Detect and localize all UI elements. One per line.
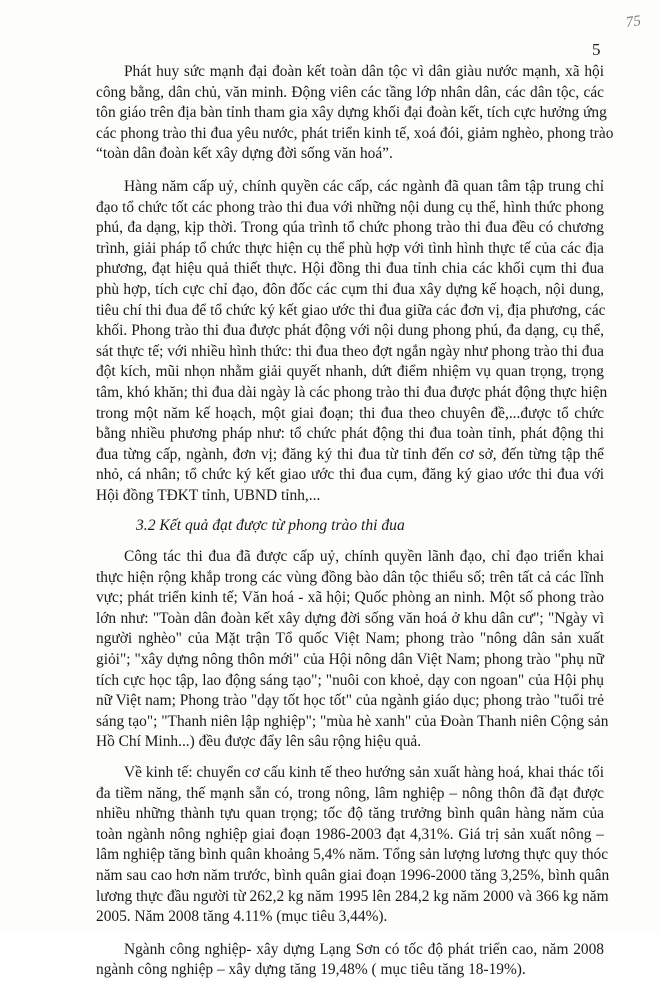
- text-line: nhiều những thành tựu quan trọng; tốc độ tăng trưởng bình quân hàng năm của: [96, 805, 604, 823]
- paragraph-industry: [96, 940, 604, 981]
- text-line: phù hợp, tích cực chỉ đạo, đôn đốc các cụm thi đua xây dựng kế hoạch, nội dung,: [96, 280, 604, 298]
- text-line: đột kích, mũi nhọn nhằm giải quyết nhanh, dứt điểm nhiệm vụ quan trọng, trọng: [96, 363, 604, 381]
- text-line: lương thực đầu người từ 262,2 kg năm 1995 lên 284,2 kg năm 2000 và 366 kg năm: [96, 887, 609, 905]
- text-line: tích cực học tập, lao động sáng tạo"; "nuôi con khoẻ, dạy con ngoan" của Hội phụ: [96, 671, 604, 689]
- text-line: bằng nhiều phương pháp như: tổ chức phát động thi đua toàn tỉnh, phát động thi: [96, 425, 604, 443]
- text-line: Công tác thi đua đã được cấp uỷ, chính quyền lãnh đạo, chỉ đạo triển khai: [124, 548, 604, 566]
- text-line: trong một năm kế hoạch, một giai đoạn; thi đua theo chuyên đề,...được tổ chức: [96, 404, 604, 422]
- text-line: công bằng, dân chủ, văn minh. Động viên các tầng lớp nhân dân, các dân tộc, các: [96, 83, 604, 101]
- paragraph-organization: [96, 177, 608, 507]
- text-line: Phát huy sức mạnh đại đoàn kết toàn dân tộc vì dân giàu nước mạnh, xã hội: [124, 63, 604, 80]
- text-line: 2005. Năm 2008 tăng 4.11% (mục tiêu 3,44%).: [96, 908, 388, 926]
- page-number: 5: [592, 40, 601, 59]
- text-line: phú, đa dạng, kịp thời. Trong qúa trình tổ chức phong trào thi đua đều có chương: [96, 219, 604, 237]
- text-line: năm sau cao hơn năm trước, bình quân giai đoạn 1996-2000 tăng 3,25%, bình quân: [96, 866, 610, 884]
- text-line: giỏi"; "xây dựng nông thôn mới" của Hội nông dân Việt Nam; phong trào "phụ nữ: [96, 651, 604, 669]
- text-line: Hồ Chí Minh...) đều được đẩy lên sâu rộng hiệu quả.: [96, 733, 422, 751]
- document-body: [96, 62, 614, 981]
- text-line: sát thực tế; với nhiều hình thức: thi đua theo đợt ngắn ngày như phong trào thi đua: [96, 342, 604, 360]
- paragraph-results: [96, 547, 609, 753]
- text-line: người nghèo" của Mặt trận Tổ quốc Việt Nam; phong trào "nông dân sản xuất: [96, 630, 604, 648]
- text-line: phương, đạt hiệu quả thiết thực. Hội đồng thi đua tỉnh chia các khối cụm thi đua: [96, 260, 604, 278]
- text-line: sáng tạo"; "Thanh niên lập nghiệp"; "mùa hè xanh" của Đoàn Thanh niên Cộng sản: [96, 712, 609, 730]
- text-line: khối. Phong trào thi đua được phát động với nội dung phong phú, đa dạng, cụ thể,: [96, 322, 604, 340]
- text-line: tâm, khó khăn; thi đua dài ngày là các phong trào thi đua được phát động thực hiện: [96, 383, 608, 401]
- text-line: tôn giáo trên địa bàn tỉnh tham gia xây dựng khối đại đoàn kết, tích cực hưởng ứng: [96, 104, 607, 122]
- paragraph-economy: [96, 763, 610, 928]
- text-line: Ngành công nghiệp- xây dựng Lạng Sơn có tốc độ phát triển cao, năm 2008: [124, 940, 604, 958]
- paragraph-intro: [96, 62, 614, 165]
- text-line: “toàn dân đoàn kết xây dựng đời sống văn hoá”.: [96, 145, 393, 163]
- text-line: đua từng cấp, ngành, đơn vị; đăng ký thi đua từ tỉnh đến cơ sở, đến từng tập thể: [96, 445, 604, 463]
- text-line: nhỏ, cá nhân; tổ chức ký kết giao ước thi đua cụm, đăng ký giao ước thi đua với: [96, 466, 604, 484]
- text-line: toàn ngành nông nghiệp giai đoạn 1986-2003 đạt 4,31%. Giá trị sản xuất nông –: [96, 825, 604, 843]
- text-line: các phong trào thi đua yêu nước, phát triển kinh tế, xoá đói, giảm nghèo, phong trào: [96, 124, 614, 142]
- section-heading: 3.2 Kết quả đạt được từ phong trào thi đua: [136, 517, 405, 535]
- text-line: tiêu chí thi đua để tổ chức ký kết giao ước thi đua giữa các đơn vị, địa phương, các: [96, 301, 606, 319]
- text-line: đa tiềm năng, thế mạnh sẵn có, trong nông, lâm nghiệp – nông thôn đã đạt được: [96, 784, 604, 802]
- text-line: lâm nghiệp tăng bình quân khoảng 5,4% năm. Tổng sản lượng lương thực quy thóc: [96, 846, 609, 864]
- text-line: nữ Việt nam; Phong trào "dạy tốt học tốt" của ngành giáo dục; phong trào "tuổi trẻ: [96, 692, 604, 710]
- text-line: Hàng năm cấp uỷ, chính quyền các cấp, các ngành đã quan tâm tập trung chỉ: [124, 177, 604, 195]
- text-line: Hội đồng TĐKT tỉnh, UBND tỉnh,...: [96, 486, 321, 504]
- text-line: đạo tổ chức tốt các phong trào thi đua với những nội dung cụ thể, hình thức phong: [96, 198, 604, 216]
- text-line: thực hiện rộng khắp trong các vùng đồng bào dân tộc thiểu số; trên tất cả các lĩnh: [96, 568, 604, 586]
- text-line: lớn như: "Toàn dân đoàn kết xây dựng đời sống văn hoá ở khu dân cư"; "Ngày vì: [96, 609, 604, 627]
- text-line: trình, giải pháp tổ chức thực hiện cụ thể phù hợp với tình hình thực tế của các địa: [96, 239, 604, 257]
- text-line: ngành công nghiệp – xây dựng tăng 19,48% ( mục tiêu tăng 18-19%).: [96, 961, 526, 979]
- corner-handwritten-mark: 75: [624, 13, 642, 31]
- text-line: vực; phát triển kinh tế; Văn hoá - xã hội; Quốc phòng an ninh. Một số phong trào: [96, 589, 604, 607]
- text-line: Về kinh tế: chuyển cơ cấu kinh tế theo hướng sản xuất hàng hoá, khai thác tối: [124, 764, 604, 781]
